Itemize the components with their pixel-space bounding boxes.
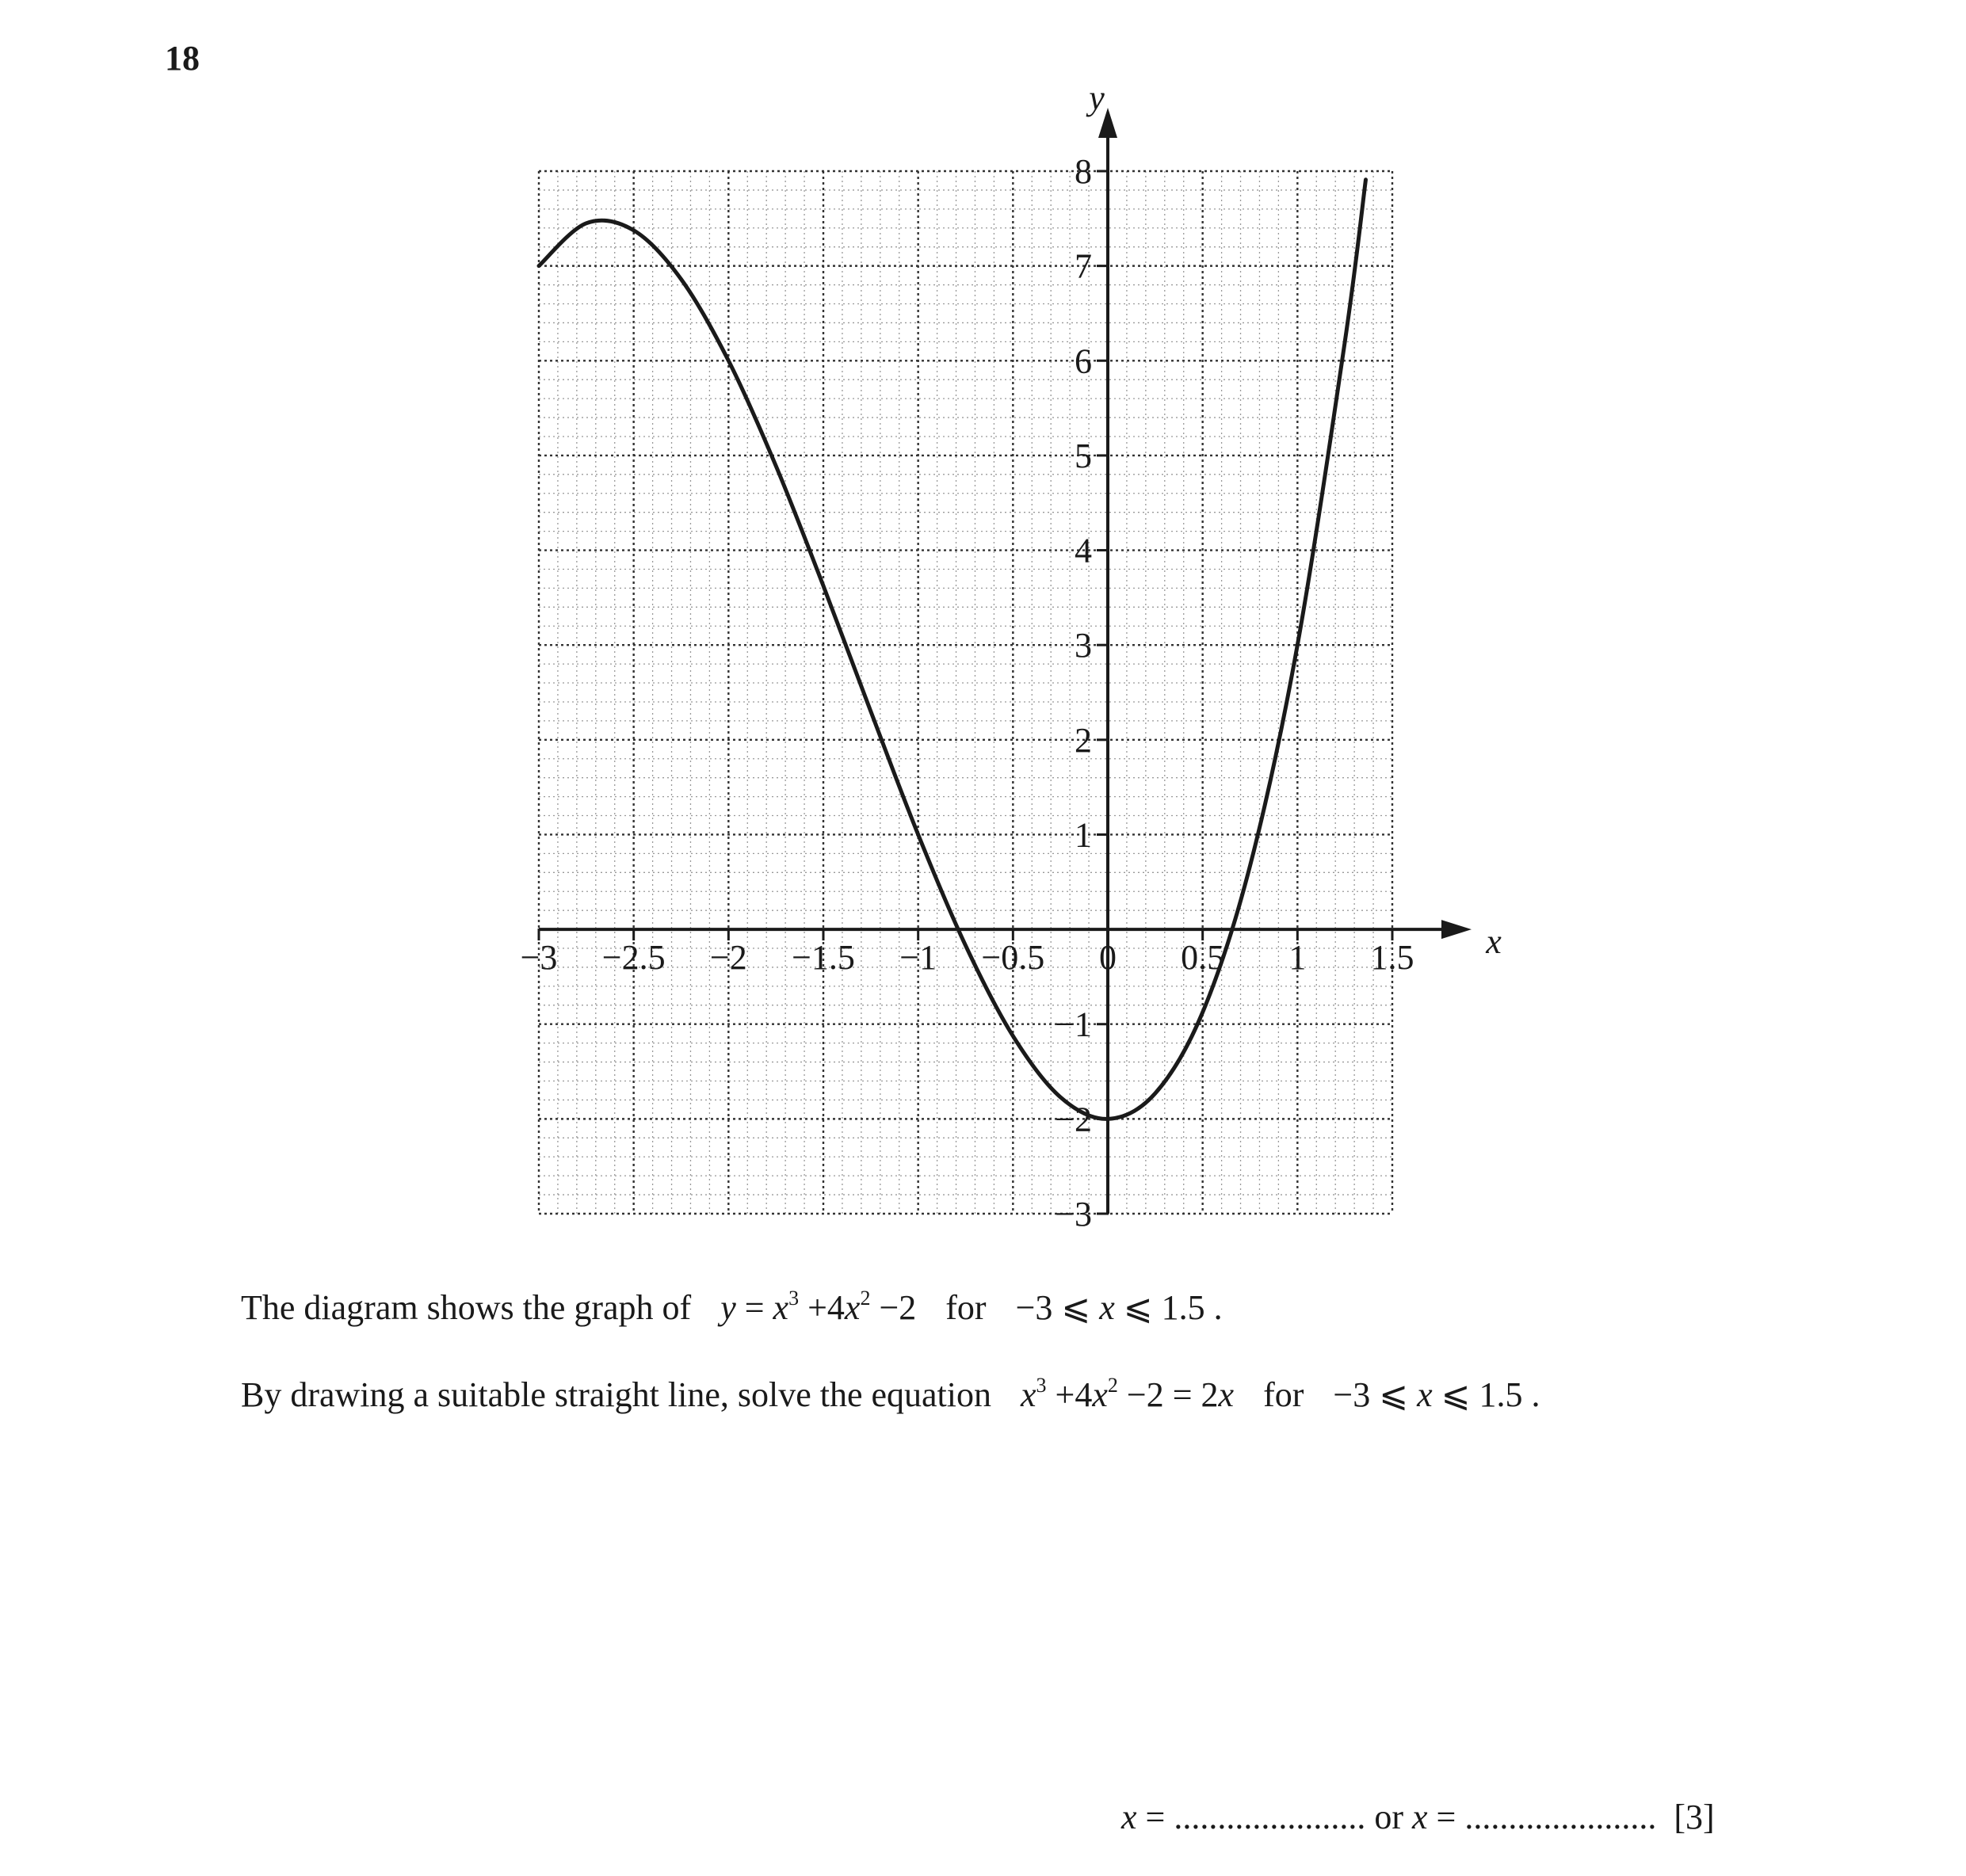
y-tick-label: −2 xyxy=(1055,1100,1092,1139)
line2-eq-plus: +4 xyxy=(1055,1375,1093,1414)
y-tick-label: −3 xyxy=(1055,1195,1092,1234)
line2-eq-mid: −2 = 2 xyxy=(1126,1375,1219,1414)
cubic-curve xyxy=(539,180,1365,1119)
x-tick-label: 0 xyxy=(1099,938,1117,978)
y-tick-label: 4 xyxy=(1075,531,1092,570)
line1-eq-plus: +4 xyxy=(807,1288,845,1327)
y-tick-label: 3 xyxy=(1075,626,1092,665)
line1-eq-tail: −2 xyxy=(879,1288,917,1327)
line1-range-a: −3 ⩽ xyxy=(1015,1288,1091,1327)
answer-x1: x xyxy=(1121,1798,1137,1836)
x-tick-label: −2.5 xyxy=(601,938,666,978)
question-number: 18 xyxy=(165,39,200,78)
line1-range-b: ⩽ 1.5 . xyxy=(1123,1288,1223,1327)
line1-eq-x2: x xyxy=(844,1288,861,1327)
answer-x2: x xyxy=(1412,1798,1428,1836)
line2-range-b: ⩽ 1.5 . xyxy=(1441,1375,1540,1414)
line2-for: for xyxy=(1263,1375,1304,1414)
line1-eq-y: y xyxy=(720,1288,736,1327)
line2-eq-x3: x xyxy=(1218,1375,1235,1414)
answer-eq1: = xyxy=(1136,1798,1174,1836)
y-axis-label: y xyxy=(1089,78,1105,117)
y-tick-label: 2 xyxy=(1075,720,1092,760)
x-tick-label: 1.5 xyxy=(1370,938,1414,978)
x-tick-label: 1 xyxy=(1288,938,1307,978)
line1-range-x: x xyxy=(1099,1288,1115,1327)
marks: [3] xyxy=(1674,1798,1715,1836)
line2-range-x: x xyxy=(1417,1375,1433,1414)
answer-line xyxy=(1121,1797,1715,1837)
line1-prefix: The diagram shows the graph of xyxy=(241,1288,692,1327)
y-tick-label: 8 xyxy=(1075,152,1092,191)
y-tick-label: 1 xyxy=(1075,815,1092,855)
tick-marks xyxy=(539,171,1392,1214)
answer-blank-1[interactable]: ...................... xyxy=(1174,1798,1366,1836)
line2-range-a: −3 ⩽ xyxy=(1333,1375,1409,1414)
x-tick-label: 0.5 xyxy=(1181,938,1225,978)
line1-for: for xyxy=(945,1288,987,1327)
answer-or: or xyxy=(1365,1798,1413,1836)
x-axis-label: x xyxy=(1486,922,1502,962)
x-tick-label: −3 xyxy=(520,938,558,978)
line2-eq-x1: x xyxy=(1021,1375,1036,1414)
x-tick-label: −0.5 xyxy=(981,938,1045,978)
answer-eq2: = xyxy=(1427,1798,1465,1836)
y-tick-label: 6 xyxy=(1075,341,1092,381)
question-line-2 xyxy=(241,1375,1540,1415)
curve-layer xyxy=(539,180,1365,1119)
graph-grid xyxy=(539,171,1392,1214)
y-tick-label: 7 xyxy=(1075,246,1092,286)
y-tick-label: −1 xyxy=(1055,1005,1092,1044)
x-tick-label: −2 xyxy=(709,938,747,978)
question-line-1 xyxy=(241,1287,1223,1328)
x-tick-label: −1.5 xyxy=(792,938,855,978)
y-tick-label: 5 xyxy=(1075,436,1092,475)
x-axis-arrowhead xyxy=(1441,920,1472,939)
line2-eq-p2: 2 xyxy=(1107,1374,1118,1397)
line1-eq-x1: x xyxy=(773,1288,789,1327)
line2-prefix: By drawing a suitable straight line, solve the equation xyxy=(241,1375,992,1414)
line2-eq-p1: 3 xyxy=(1036,1374,1047,1397)
x-tick-label: −1 xyxy=(899,938,937,978)
answer-blank-2[interactable]: ...................... xyxy=(1464,1798,1657,1836)
line2-eq-x2: x xyxy=(1092,1375,1108,1414)
line1-eq-p1: 3 xyxy=(788,1287,800,1310)
line1-eq-p2: 2 xyxy=(860,1287,871,1310)
line1-eq-equals: = xyxy=(744,1288,765,1327)
